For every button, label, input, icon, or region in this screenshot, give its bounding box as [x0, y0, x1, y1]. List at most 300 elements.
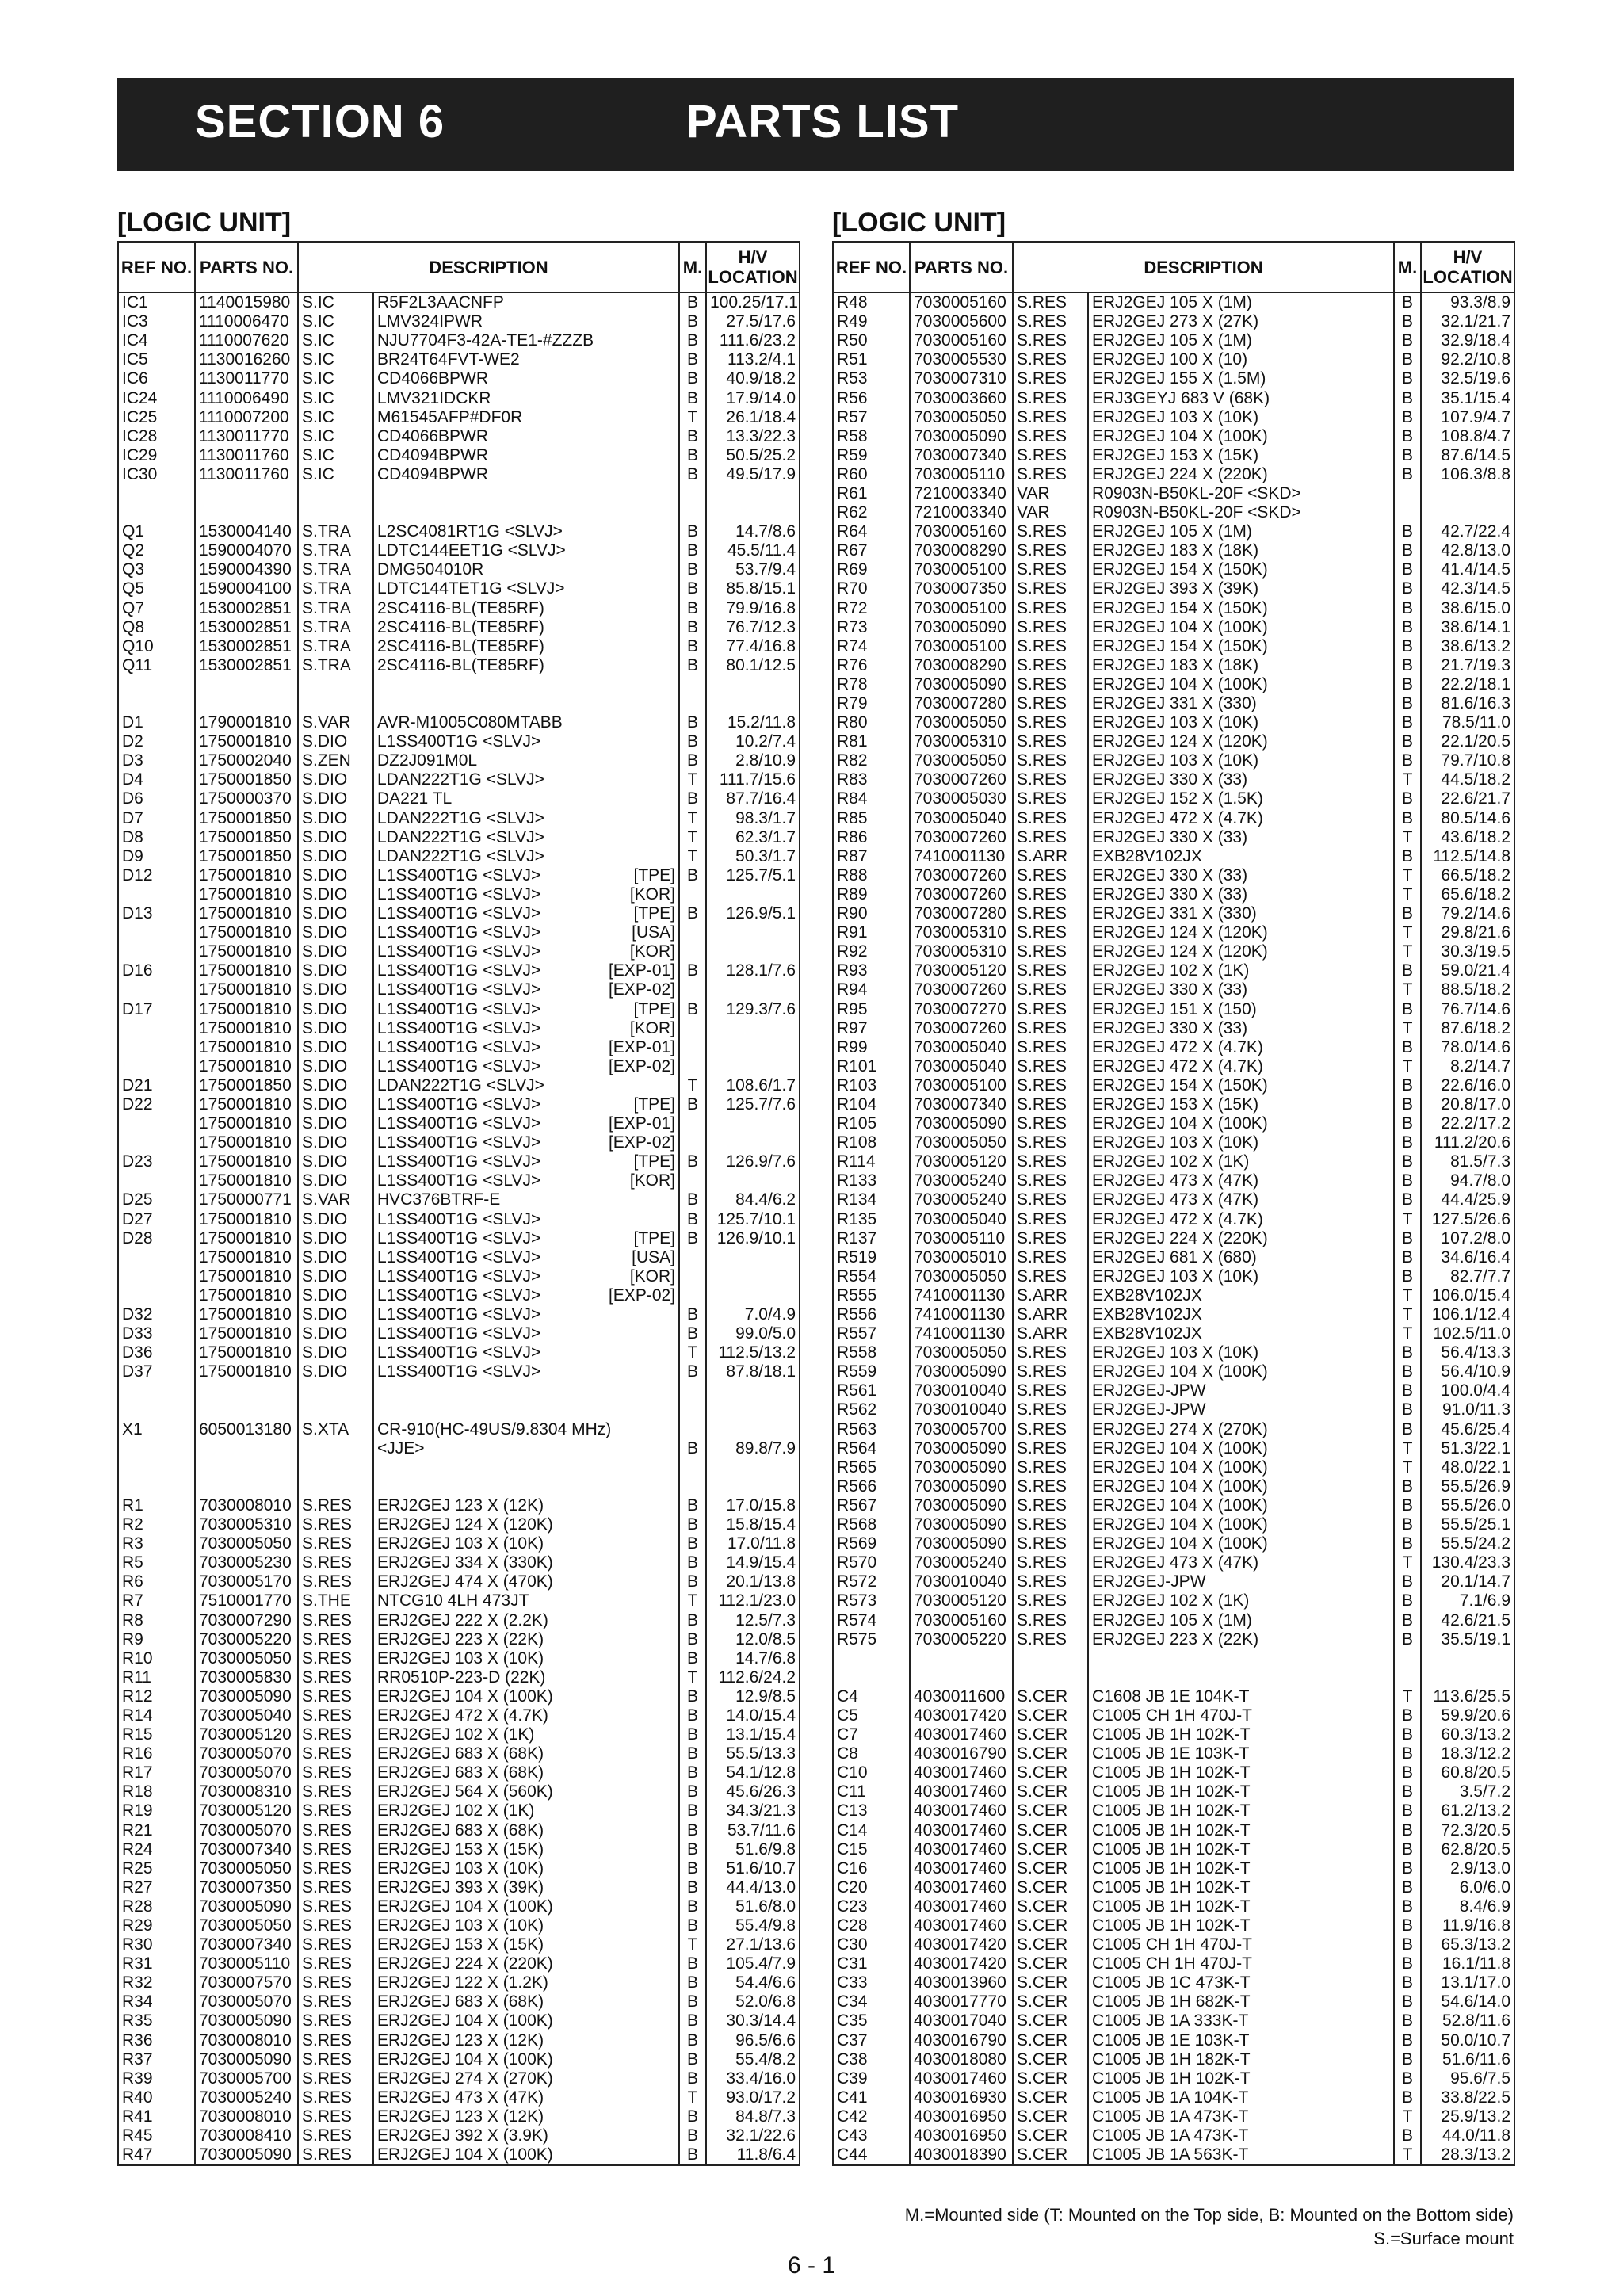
- mounted-side: B: [1394, 999, 1421, 1018]
- part-type: S.CER: [1013, 2050, 1088, 2069]
- hv-location: 126.9/7.6: [706, 1152, 800, 1171]
- description: [1088, 1534, 1394, 1553]
- table-row: [118, 1859, 800, 1878]
- description: [1088, 484, 1394, 503]
- mounted-side: B: [1394, 618, 1421, 637]
- part-type: S.RES: [1013, 789, 1088, 808]
- mounted-side: B: [679, 1954, 706, 1973]
- table-row: [118, 713, 800, 732]
- description-text: CD4066BPWR: [377, 426, 489, 445]
- parts-no: 7030008010: [195, 2031, 298, 2050]
- description-text: ERJ2GEJ 183 X (18K): [1092, 541, 1259, 560]
- part-type: S.IC: [298, 388, 373, 407]
- ref-no: R78: [833, 675, 910, 694]
- table-row: [833, 1095, 1514, 1114]
- hv-location: 111.7/15.6: [706, 770, 800, 789]
- mounted-side: B: [679, 1362, 706, 1381]
- description-text: ERJ2GEJ 124 X (120K): [1092, 923, 1268, 942]
- ref-no: R519: [833, 1248, 910, 1267]
- hv-location: 51.6/11.6: [1421, 2050, 1514, 2069]
- hv-location: [706, 1038, 800, 1057]
- parts-no: 7030005090: [910, 1515, 1013, 1534]
- description-text: C1005 JB 1H 102K-T: [1092, 1801, 1251, 1820]
- part-type: S.CER: [1013, 2126, 1088, 2145]
- table-row: [833, 732, 1514, 751]
- parts-no: 7030007260: [910, 866, 1013, 885]
- hv-location: [706, 1133, 800, 1152]
- description: [373, 1954, 679, 1973]
- ref-no: R87: [833, 847, 910, 866]
- part-type: [298, 675, 373, 694]
- description-text: ERJ2GEJ 104 X (100K): [377, 2050, 553, 2069]
- hv-location: [706, 1477, 800, 1496]
- parts-no: 7210003340: [910, 503, 1013, 522]
- hv-location: 17.0/11.8: [706, 1534, 800, 1553]
- description: [1088, 1992, 1394, 2011]
- description-text: ERJ2GEJ 103 X (10K): [377, 1648, 544, 1668]
- description: [373, 1229, 679, 1248]
- part-type: S.RES: [298, 1973, 373, 1992]
- hv-location: 55.5/26.0: [1421, 1496, 1514, 1515]
- parts-no: 7030007280: [910, 904, 1013, 923]
- part-type: S.RES: [1013, 1210, 1088, 1229]
- description: [1088, 847, 1394, 866]
- description: [373, 923, 679, 942]
- description: [1088, 1515, 1394, 1534]
- parts-no: 7030003660: [910, 388, 1013, 407]
- description-text: ERJ2GEJ 103 X (10K): [1092, 751, 1259, 770]
- ref-no: R24: [118, 1840, 195, 1859]
- table-row: [118, 1591, 800, 1610]
- ref-no: R91: [833, 923, 910, 942]
- parts-no: 1530002851: [195, 618, 298, 637]
- description: [1088, 1190, 1394, 1209]
- description: [1088, 2088, 1394, 2107]
- description: [1088, 1343, 1394, 1362]
- ref-no: R15: [118, 1725, 195, 1744]
- table-row: [118, 961, 800, 980]
- description-text: ERJ2GEJ 224 X (220K): [377, 1954, 553, 1973]
- parts-no: [195, 1458, 298, 1477]
- legend: [832, 2203, 1514, 2251]
- ref-no: R31: [118, 1954, 195, 1973]
- parts-no: 1110006490: [195, 388, 298, 407]
- ref-no: R84: [833, 789, 910, 808]
- ref-no: R104: [833, 1095, 910, 1114]
- hv-location: [706, 1114, 800, 1133]
- mounted-side: B: [1394, 350, 1421, 369]
- mounted-side: [679, 1477, 706, 1496]
- mounted-side: B: [679, 1840, 706, 1859]
- table-row: [118, 541, 800, 560]
- part-type: S.DIO: [298, 1267, 373, 1286]
- hv-location: 65.6/18.2: [1421, 885, 1514, 904]
- hv-location: 44.5/18.2: [1421, 770, 1514, 789]
- ref-no: IC6: [118, 369, 195, 388]
- parts-no: 7030005310: [910, 942, 1013, 961]
- description: [373, 1821, 679, 1840]
- part-type: S.DIO: [298, 809, 373, 828]
- hv-location: [1421, 1649, 1514, 1668]
- ref-no: R51: [833, 350, 910, 369]
- table-row: [118, 1744, 800, 1763]
- mounted-side: [679, 1057, 706, 1076]
- hv-location: 40.9/18.2: [706, 369, 800, 388]
- mounted-side: B: [1394, 1152, 1421, 1171]
- table-row: [833, 350, 1514, 369]
- ref-no: R49: [833, 312, 910, 331]
- mounted-side: [679, 1458, 706, 1477]
- parts-no: 1130011760: [195, 446, 298, 465]
- description: [373, 1210, 679, 1229]
- table-row: [118, 2107, 800, 2126]
- part-type: S.CER: [1013, 1706, 1088, 1725]
- parts-no: 1110006470: [195, 312, 298, 331]
- mounted-side: T: [1394, 1458, 1421, 1477]
- ref-no: R36: [118, 2031, 195, 2050]
- table-row: [833, 1668, 1514, 1687]
- table-row: [118, 408, 800, 427]
- hv-location: 50.5/25.2: [706, 446, 800, 465]
- parts-no: 7030005050: [195, 1534, 298, 1553]
- parts-no: 7030007260: [910, 1019, 1013, 1038]
- mounted-side: B: [1394, 1343, 1421, 1362]
- part-type: S.RES: [1013, 1553, 1088, 1572]
- description-text: ERJ2GEJ 103 X (10K): [1092, 1343, 1259, 1362]
- table-row: [833, 1420, 1514, 1439]
- description-text: M61545AFP#DF0R: [377, 407, 523, 426]
- parts-rows: [833, 292, 1514, 2165]
- table-row: [833, 1878, 1514, 1897]
- description: [373, 331, 679, 350]
- table-row: [833, 312, 1514, 331]
- parts-no: 1530004140: [195, 522, 298, 541]
- hv-location: 41.4/14.5: [1421, 560, 1514, 579]
- ref-no: IC1: [118, 292, 195, 312]
- mounted-side: B: [679, 522, 706, 541]
- ref-no: D9: [118, 847, 195, 866]
- description-text: LDAN222T1G <SLVJ>: [377, 808, 544, 827]
- description-text: ERJ2GEJ 224 X (220K): [1092, 464, 1268, 483]
- description-text: ERJ2GEJ 330 X (33): [1092, 980, 1248, 999]
- parts-no: 7030005700: [195, 2069, 298, 2088]
- part-type: S.RES: [298, 2031, 373, 2050]
- version-tag: [TPE]: [633, 1152, 676, 1171]
- description: [1088, 446, 1394, 465]
- ref-no: Q5: [118, 579, 195, 598]
- parts-no: 7030005040: [910, 809, 1013, 828]
- table-row: [118, 828, 800, 847]
- mounted-side: B: [679, 2107, 706, 2126]
- ref-no: R83: [833, 770, 910, 789]
- hv-location: 51.6/10.7: [706, 1859, 800, 1878]
- description: [373, 465, 679, 484]
- hv-location: 22.2/17.2: [1421, 1114, 1514, 1133]
- hv-location: 93.3/8.9: [1421, 292, 1514, 312]
- ref-no: IC28: [118, 427, 195, 446]
- parts-no: 7030005050: [910, 751, 1013, 770]
- description: [1088, 388, 1394, 407]
- hv-location: 22.6/21.7: [1421, 789, 1514, 808]
- parts-no: 4030017460: [910, 1763, 1013, 1782]
- part-type: S.DIO: [298, 866, 373, 885]
- table-row: [118, 675, 800, 694]
- description-text: L1SS400T1G <SLVJ>: [377, 732, 541, 751]
- parts-no: 1140015980: [195, 292, 298, 312]
- table-row: [833, 1248, 1514, 1267]
- description-text: L1SS400T1G <SLVJ>: [377, 1037, 541, 1056]
- parts-no: 1130016260: [195, 350, 298, 369]
- part-type: S.RES: [1013, 560, 1088, 579]
- parts-no: 1590004390: [195, 560, 298, 579]
- parts-no: 7410001130: [910, 1324, 1013, 1343]
- ref-no: R28: [118, 1897, 195, 1916]
- description-text: ERJ2GEJ 330 X (33): [1092, 1018, 1248, 1037]
- part-type: S.RES: [298, 1916, 373, 1935]
- description: [373, 2088, 679, 2107]
- description-text: ERJ2GEJ 104 X (100K): [377, 2011, 553, 2030]
- description: [1088, 1801, 1394, 1820]
- part-type: S.RES: [298, 1534, 373, 1553]
- parts-no: 7030005040: [910, 1057, 1013, 1076]
- description-text: ERJ2GEJ 104 X (100K): [1092, 1438, 1268, 1457]
- part-type: S.RES: [298, 2088, 373, 2107]
- part-type: S.XTA: [298, 1420, 373, 1439]
- table-row: [118, 484, 800, 503]
- description: [373, 1725, 679, 1744]
- parts-no: 1750001810: [195, 1133, 298, 1152]
- description-text: ERJ2GEJ 102 X (1K): [377, 1725, 535, 1744]
- description-text: ERJ2GEJ 473 X (47K): [377, 2088, 544, 2107]
- mounted-side: B: [1394, 1859, 1421, 1878]
- mounted-side: B: [679, 1439, 706, 1458]
- version-tag: [KOR]: [629, 1171, 676, 1190]
- description-text: ERJ2GEJ 274 X (270K): [377, 2069, 553, 2088]
- ref-no: R69: [833, 560, 910, 579]
- hv-location: 99.0/5.0: [706, 1324, 800, 1343]
- hv-location: 102.5/11.0: [1421, 1324, 1514, 1343]
- hv-location: 77.4/16.8: [706, 637, 800, 656]
- description-text: L1SS400T1G <SLVJ>: [377, 904, 541, 923]
- part-type: S.RES: [298, 1515, 373, 1534]
- ref-no: [118, 1458, 195, 1477]
- description-text: CD4066BPWR: [377, 369, 489, 388]
- mounted-side: B: [1394, 579, 1421, 598]
- mounted-side: B: [1394, 1190, 1421, 1209]
- table-row: [118, 1343, 800, 1362]
- table-row: [833, 1897, 1514, 1916]
- part-type: S.RES: [298, 1878, 373, 1897]
- mounted-side: T: [679, 1343, 706, 1362]
- table-row: [833, 599, 1514, 618]
- parts-no: 7030005090: [195, 2050, 298, 2069]
- parts-no: 7030005050: [195, 1916, 298, 1935]
- description: [1088, 2145, 1394, 2165]
- description-text: C1005 JB 1H 102K-T: [1092, 1859, 1251, 1878]
- ref-no: R89: [833, 885, 910, 904]
- table-row: [118, 923, 800, 942]
- description-text: C1005 JB 1H 102K-T: [1092, 2069, 1251, 2088]
- description-text: ERJ2GEJ 683 X (68K): [377, 1744, 544, 1763]
- hv-location: 8.4/6.9: [1421, 1897, 1514, 1916]
- parts-no: 7030008310: [195, 1782, 298, 1801]
- mounted-side: B: [1394, 446, 1421, 465]
- description: [1088, 1477, 1394, 1496]
- description: [373, 1610, 679, 1629]
- parts-no: 7030005050: [910, 713, 1013, 732]
- ref-no: R27: [118, 1878, 195, 1897]
- table-row: [118, 1954, 800, 1973]
- mounted-side: B: [1394, 2031, 1421, 2050]
- parts-no: 1590004100: [195, 579, 298, 598]
- parts-no: [195, 694, 298, 713]
- hv-location: 8.2/14.7: [1421, 1057, 1514, 1076]
- part-type: S.DIO: [298, 1133, 373, 1152]
- parts-no: 4030017420: [910, 1706, 1013, 1725]
- version-tag: [KOR]: [629, 884, 676, 904]
- part-type: S.RES: [298, 1821, 373, 1840]
- mounted-side: [1394, 1668, 1421, 1687]
- hv-location: 128.1/7.6: [706, 961, 800, 980]
- ref-no: C20: [833, 1878, 910, 1897]
- mounted-side: B: [679, 1630, 706, 1649]
- table-row: [118, 312, 800, 331]
- mounted-side: B: [1394, 2126, 1421, 2145]
- mounted-side: B: [1394, 1935, 1421, 1954]
- col-description: DESCRIPTION: [298, 242, 679, 292]
- hv-location: [706, 1248, 800, 1267]
- hv-location: 79.2/14.6: [1421, 904, 1514, 923]
- hv-location: 2.8/10.9: [706, 751, 800, 770]
- parts-no: 1750001810: [195, 1267, 298, 1286]
- part-type: [298, 1381, 373, 1400]
- ref-no: Q8: [118, 618, 195, 637]
- description-text: ERJ2GEJ 104 X (100K): [1092, 1114, 1268, 1133]
- table-row: [118, 1190, 800, 1209]
- parts-no: 7410001130: [910, 847, 1013, 866]
- parts-no: 1790001810: [195, 713, 298, 732]
- description: [373, 1400, 679, 1419]
- table-row: [833, 2069, 1514, 2088]
- table-row: [833, 1534, 1514, 1553]
- table-row: [118, 1477, 800, 1496]
- description: [373, 656, 679, 675]
- description: [373, 2145, 679, 2165]
- description-text: C1005 JB 1H 182K-T: [1092, 2050, 1251, 2069]
- description: [1088, 1840, 1394, 1859]
- part-type: S.RES: [298, 1668, 373, 1687]
- description: [373, 1248, 679, 1267]
- description: [1088, 292, 1394, 312]
- part-type: S.IC: [298, 331, 373, 350]
- description: [1088, 713, 1394, 732]
- description: [373, 560, 679, 579]
- table-row: [118, 1687, 800, 1706]
- ref-no: IC4: [118, 331, 195, 350]
- ref-no: C8: [833, 1744, 910, 1763]
- mounted-side: B: [1394, 789, 1421, 808]
- description-text: ERJ2GEJ 152 X (1.5K): [1092, 789, 1263, 808]
- description: [373, 1171, 679, 1190]
- ref-no: R95: [833, 999, 910, 1018]
- part-type: S.CER: [1013, 1763, 1088, 1782]
- table-row: [118, 1706, 800, 1725]
- hv-location: 129.3/7.6: [706, 999, 800, 1018]
- parts-column-left: [117, 206, 799, 2166]
- hv-location: 13.1/17.0: [1421, 1973, 1514, 1992]
- mounted-side: B: [1394, 408, 1421, 427]
- part-type: S.RES: [1013, 1343, 1088, 1362]
- part-type: S.IC: [298, 312, 373, 331]
- description: [1088, 2050, 1394, 2069]
- parts-no: 1750001810: [195, 923, 298, 942]
- table-row: [118, 1305, 800, 1324]
- hv-location: 113.2/4.1: [706, 350, 800, 369]
- hv-location: [706, 885, 800, 904]
- description-text: C1608 JB 1E 104K-T: [1092, 1687, 1250, 1706]
- description-text: C1005 JB 1H 102K-T: [1092, 1878, 1251, 1897]
- description: [373, 1439, 679, 1458]
- description-text: ERJ2GEJ 334 X (330K): [377, 1553, 553, 1572]
- mounted-side: B: [1394, 292, 1421, 312]
- parts-no: 7030007350: [910, 579, 1013, 598]
- parts-no: 7030005110: [910, 1229, 1013, 1248]
- table-row: [118, 618, 800, 637]
- description: [373, 1076, 679, 1095]
- description-text: ERJ2GEJ 103 X (10K): [1092, 713, 1259, 732]
- table-row: [118, 1763, 800, 1782]
- ref-no: R567: [833, 1496, 910, 1515]
- part-type: S.TRA: [298, 618, 373, 637]
- ref-no: R73: [833, 618, 910, 637]
- parts-no: 4030017460: [910, 1801, 1013, 1820]
- part-type: S.RES: [1013, 408, 1088, 427]
- parts-no: 7030005090: [910, 1362, 1013, 1381]
- description-text: DMG504010R: [377, 560, 484, 579]
- parts-no: 7030008410: [195, 2126, 298, 2145]
- table-row: [833, 1229, 1514, 1248]
- parts-no: 4030018080: [910, 2050, 1013, 2069]
- mounted-side: B: [679, 350, 706, 369]
- description: [373, 1095, 679, 1114]
- parts-no: 7030010040: [910, 1400, 1013, 1419]
- part-type: S.RES: [1013, 1572, 1088, 1591]
- parts-no: 4030017460: [910, 1840, 1013, 1859]
- ref-no: R558: [833, 1343, 910, 1362]
- hv-location: 126.9/10.1: [706, 1229, 800, 1248]
- description-text: ERJ2GEJ 472 X (4.7K): [377, 1706, 548, 1725]
- ref-no: C31: [833, 1954, 910, 1973]
- unit-heading: [LOGIC UNIT]: [832, 208, 1006, 238]
- part-type: S.RES: [298, 1610, 373, 1629]
- ref-no: R108: [833, 1133, 910, 1152]
- table-row: [118, 350, 800, 369]
- hv-location: 27.1/13.6: [706, 1935, 800, 1954]
- mounted-side: T: [679, 828, 706, 847]
- mounted-side: [679, 1019, 706, 1038]
- table-row: [118, 732, 800, 751]
- part-type: S.RES: [1013, 675, 1088, 694]
- description-text: L2SC4081RT1G <SLVJ>: [377, 522, 563, 541]
- mounted-side: B: [1394, 1706, 1421, 1725]
- parts-no: 4030017460: [910, 1821, 1013, 1840]
- mounted-side: T: [1394, 1210, 1421, 1229]
- ref-no: [118, 923, 195, 942]
- parts-no: 7030005120: [910, 1152, 1013, 1171]
- mounted-side: [1394, 1649, 1421, 1668]
- ref-no: R573: [833, 1591, 910, 1610]
- ref-no: R114: [833, 1152, 910, 1171]
